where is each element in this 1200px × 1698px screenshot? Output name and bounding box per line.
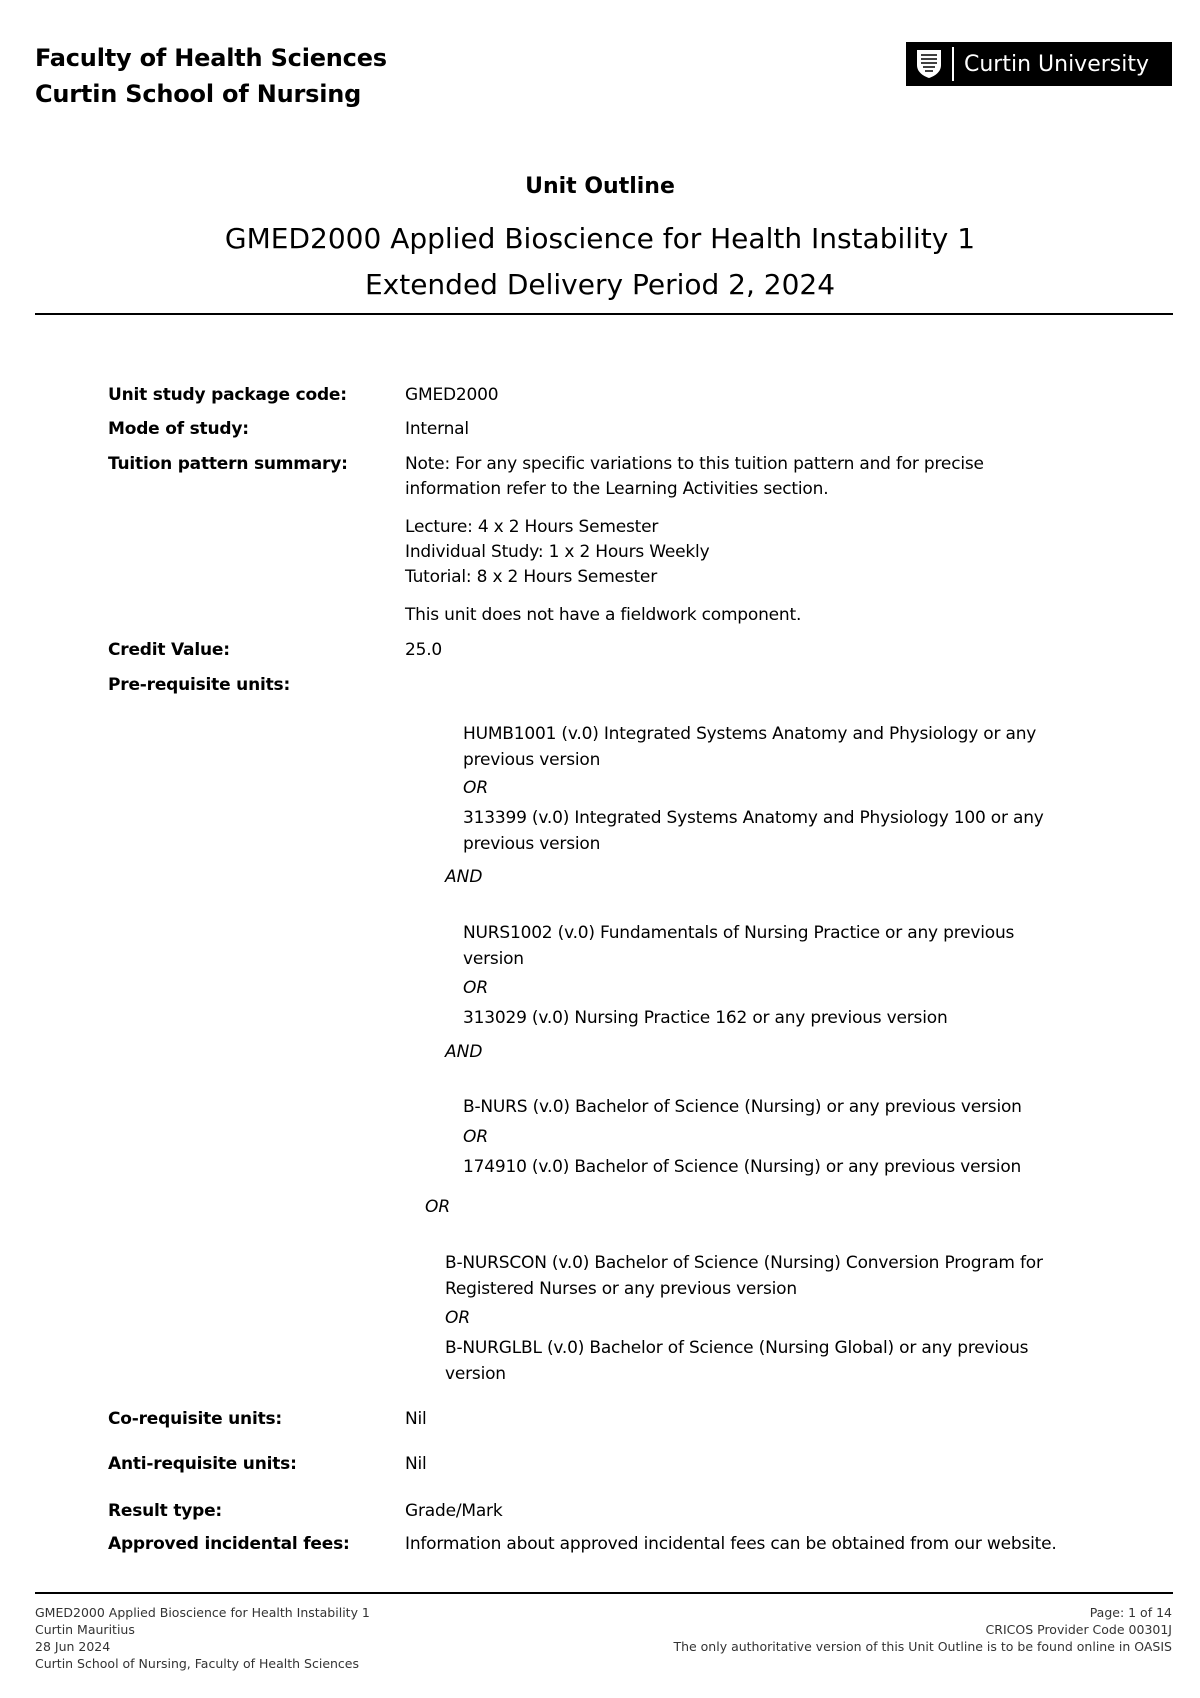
- footer-date: 28 Jun 2024: [35, 1639, 111, 1654]
- footer-school: Curtin School of Nursing, Faculty of Health Sciences: [35, 1656, 360, 1671]
- conjunction-or-outer: OR: [425, 1197, 451, 1217]
- conjunction-and: AND: [445, 1042, 483, 1062]
- antireq-label: Anti-requisite units:: [108, 1454, 297, 1474]
- tuition-label: Tuition pattern summary:: [108, 454, 348, 474]
- title-divider: [35, 313, 1173, 315]
- credit-label: Credit Value:: [108, 640, 230, 660]
- tuition-fieldwork: This unit does not have a fieldwork component.: [405, 605, 802, 625]
- conjunction-or: OR: [463, 1127, 489, 1147]
- footer-unit: GMED2000 Applied Bioscience for Health Instability 1: [35, 1605, 370, 1620]
- prereq-b-nurscon-cont: Registered Nurses or any previous version: [445, 1279, 797, 1299]
- coreq-value: Nil: [405, 1409, 427, 1429]
- prereq-b-nurscon: B-NURSCON (v.0) Bachelor of Science (Nursing) Conversion Program for: [445, 1253, 1043, 1273]
- conjunction-or: OR: [445, 1308, 471, 1328]
- faculty-name: Faculty of Health Sciences: [35, 44, 387, 72]
- prereq-174910: 174910 (v.0) Bachelor of Science (Nursing) or any previous version: [463, 1157, 1022, 1177]
- logo-text: Curtin University: [964, 51, 1150, 77]
- prereq-313399-cont: previous version: [463, 834, 601, 854]
- crest-icon: [914, 47, 954, 81]
- footer-divider: [35, 1592, 1173, 1594]
- tuition-note-line-2: information refer to the Learning Activities section.: [405, 479, 829, 499]
- school-name: Curtin School of Nursing: [35, 80, 362, 108]
- footer-campus: Curtin Mauritius: [35, 1622, 135, 1637]
- curtin-logo: [906, 42, 1172, 86]
- prereq-nurs1002-cont: version: [463, 949, 524, 969]
- tuition-individual-study: Individual Study: 1 x 2 Hours Weekly: [405, 542, 710, 562]
- tuition-lecture: Lecture: 4 x 2 Hours Semester: [405, 517, 659, 537]
- prereq-b-nurglbl-cont: version: [445, 1364, 506, 1384]
- prereq-humb1001-cont: previous version: [463, 750, 601, 770]
- mode-value: Internal: [405, 419, 469, 439]
- document-heading: Unit Outline: [525, 174, 675, 199]
- code-value: GMED2000: [405, 385, 499, 405]
- footer-authority: The only authoritative version of this Unit Outline is to be found online in OASIS: [673, 1639, 1172, 1654]
- mode-label: Mode of study:: [108, 419, 249, 439]
- antireq-value: Nil: [405, 1454, 427, 1474]
- prereq-label: Pre-requisite units:: [108, 675, 291, 695]
- result-type-value: Grade/Mark: [405, 1501, 503, 1521]
- prereq-313399: 313399 (v.0) Integrated Systems Anatomy and Physiology 100 or any: [463, 808, 1044, 828]
- tuition-note-line-1: Note: For any specific variations to this tuition pattern and for precise: [405, 454, 984, 474]
- code-label: Unit study package code:: [108, 385, 347, 405]
- prereq-313029: 313029 (v.0) Nursing Practice 162 or any previous version: [463, 1008, 948, 1028]
- coreq-label: Co-requisite units:: [108, 1409, 283, 1429]
- conjunction-or: OR: [463, 778, 489, 798]
- footer-cricos: CRICOS Provider Code 00301J: [985, 1622, 1172, 1637]
- tuition-tutorial: Tutorial: 8 x 2 Hours Semester: [405, 567, 657, 587]
- unit-title: GMED2000 Applied Bioscience for Health Instability 1: [224, 222, 976, 255]
- credit-value: 25.0: [405, 640, 443, 660]
- prereq-nurs1002: NURS1002 (v.0) Fundamentals of Nursing Practice or any previous: [463, 923, 1015, 943]
- fees-label: Approved incidental fees:: [108, 1534, 350, 1554]
- conjunction-or: OR: [463, 978, 489, 998]
- fees-value: Information about approved incidental fees can be obtained from our website.: [405, 1534, 1057, 1554]
- conjunction-and: AND: [445, 867, 483, 887]
- delivery-period: Extended Delivery Period 2, 2024: [364, 268, 836, 301]
- result-type-label: Result type:: [108, 1501, 223, 1521]
- prereq-b-nurs: B-NURS (v.0) Bachelor of Science (Nursing) or any previous version: [463, 1097, 1022, 1117]
- footer-page-number: Page: 1 of 14: [1089, 1605, 1172, 1620]
- prereq-humb1001: HUMB1001 (v.0) Integrated Systems Anatomy and Physiology or any: [463, 724, 1037, 744]
- prereq-b-nurglbl: B-NURGLBL (v.0) Bachelor of Science (Nursing Global) or any previous: [445, 1338, 1029, 1358]
